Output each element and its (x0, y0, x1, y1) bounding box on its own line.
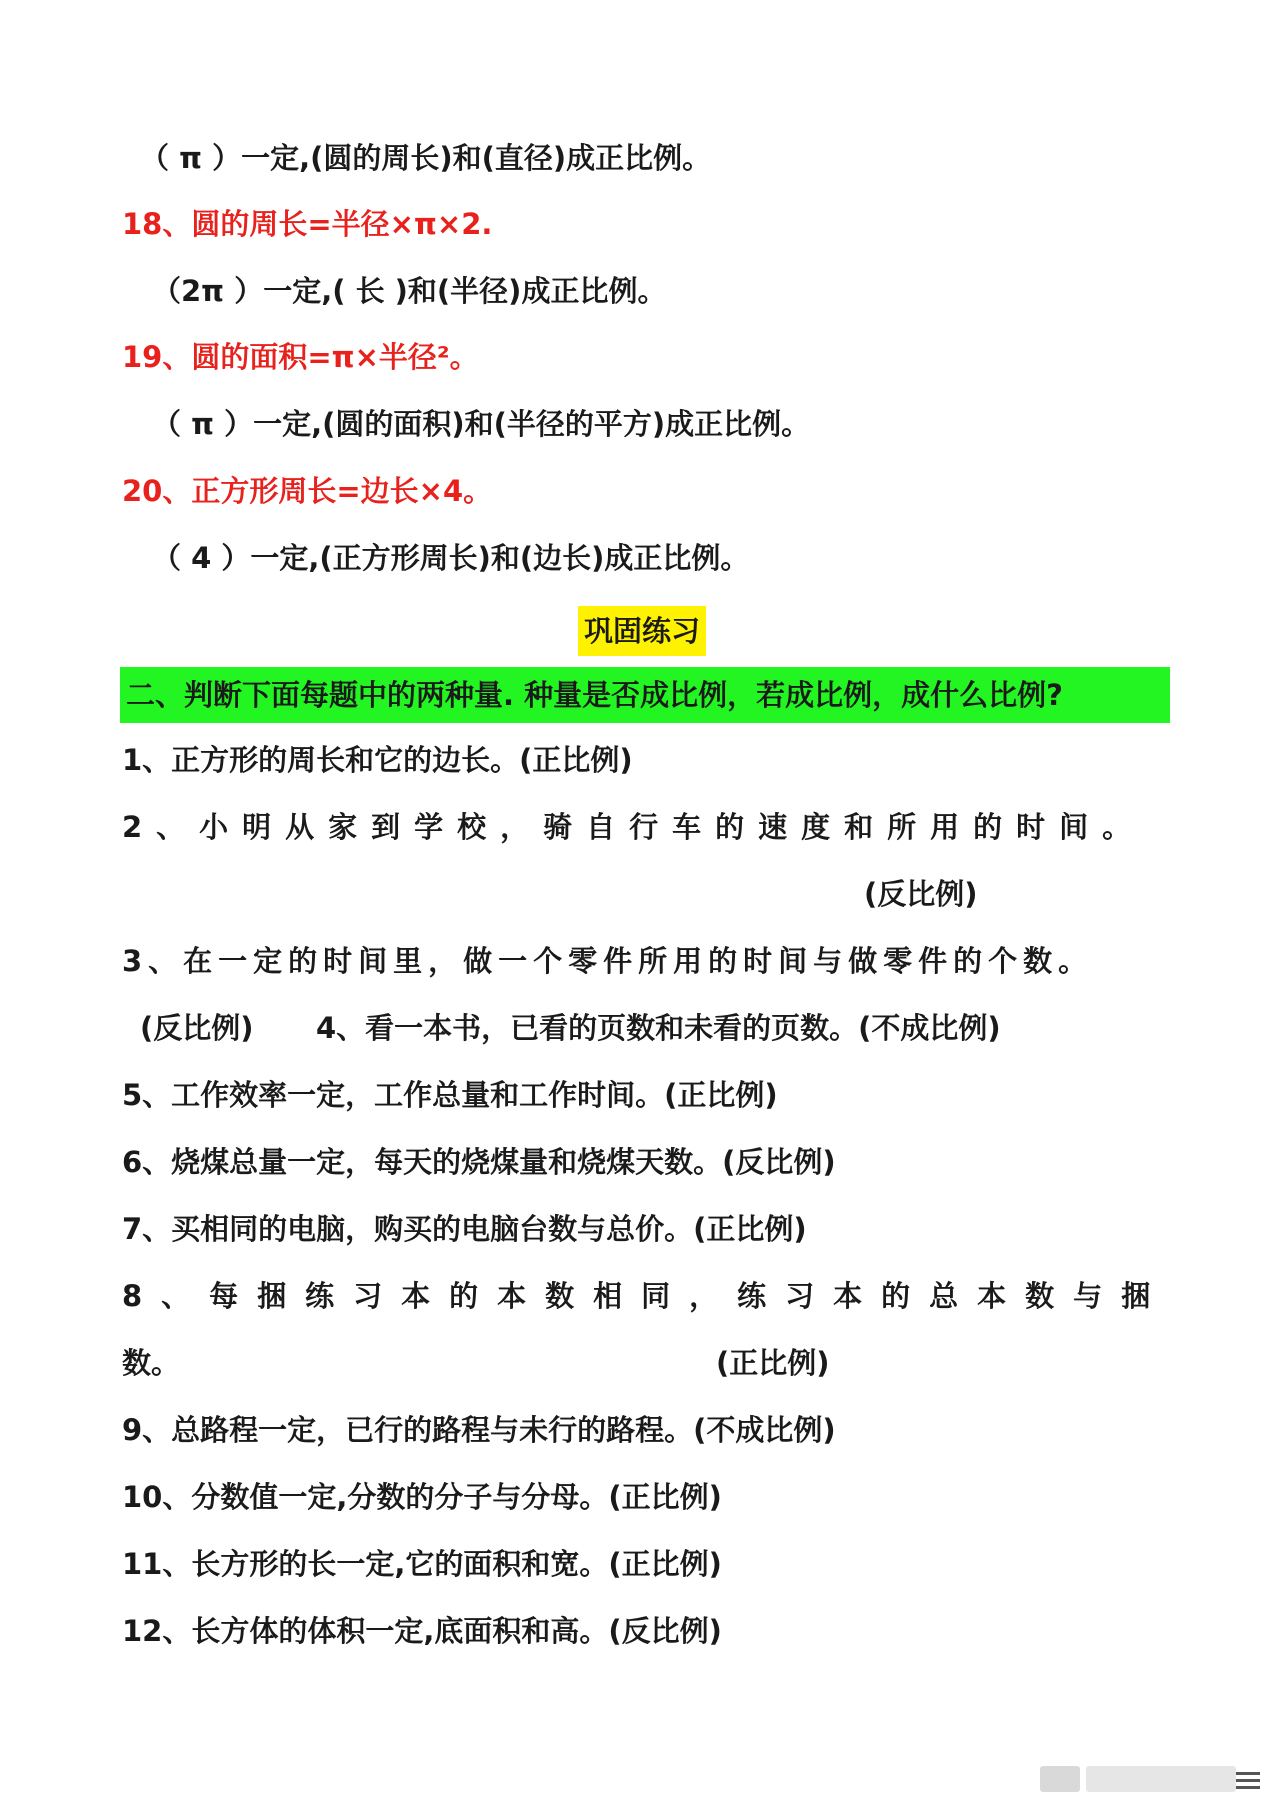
item-12: 12、长方体的体积一定,底面积和高。(反比例) (122, 1614, 722, 1648)
formula-note-18: （2π ）一定,( 长 )和(半径)成正比例。 (152, 274, 667, 308)
formula-19: 19、圆的面积=π×半径²。 (122, 340, 479, 374)
formula-note-20: （ 4 ）一定,(正方形周长)和(边长)成正比例。 (152, 541, 750, 575)
item-9: 9、总路程一定，已行的路程与未行的路程。(不成比例) (122, 1413, 836, 1447)
item-2: 2、小明从家到学校，骑自行车的速度和所用的时间。 (122, 810, 1146, 844)
section-title: 巩固练习 (578, 606, 706, 656)
item-8-cont: 数。 (122, 1346, 181, 1380)
item-10: 10、分数值一定,分数的分子与分母。(正比例) (122, 1480, 722, 1514)
item-3-answer: (反比例) (140, 1011, 254, 1045)
watermark-icon (1040, 1766, 1260, 1796)
item-2-answer: (反比例) (864, 877, 978, 911)
item-3: 3、在一定的时间里，做一个零件所用的时间与做零件的个数。 (122, 944, 1094, 978)
item-8-answer: (正比例) (716, 1346, 830, 1380)
item-11: 11、长方形的长一定,它的面积和宽。(正比例) (122, 1547, 722, 1581)
question-header: 二、判断下面每题中的两种量. 种量是否成比例，若成比例，成什么比例? (120, 667, 1170, 723)
item-5: 5、工作效率一定，工作总量和工作时间。(正比例) (122, 1078, 778, 1112)
item-8: 8、每捆练习本的本数相同，练习本的总本数与捆 (122, 1279, 1170, 1313)
item-1: 1、正方形的周长和它的边长。(正比例) (122, 743, 633, 777)
formula-18: 18、圆的周长=半径×π×2. (122, 207, 493, 241)
formula-note-19: （ π ）一定,(圆的面积)和(半径的平方)成正比例。 (152, 407, 811, 441)
item-4: 4、看一本书，已看的页数和未看的页数。(不成比例) (316, 1011, 1001, 1045)
formula-note-17: （ π ）一定,(圆的周长)和(直径)成正比例。 (140, 141, 712, 175)
item-6: 6、烧煤总量一定，每天的烧煤量和烧煤天数。(反比例) (122, 1145, 836, 1179)
item-7: 7、买相同的电脑，购买的电脑台数与总价。(正比例) (122, 1212, 807, 1246)
formula-20: 20、正方形周长=边长×4。 (122, 474, 493, 508)
